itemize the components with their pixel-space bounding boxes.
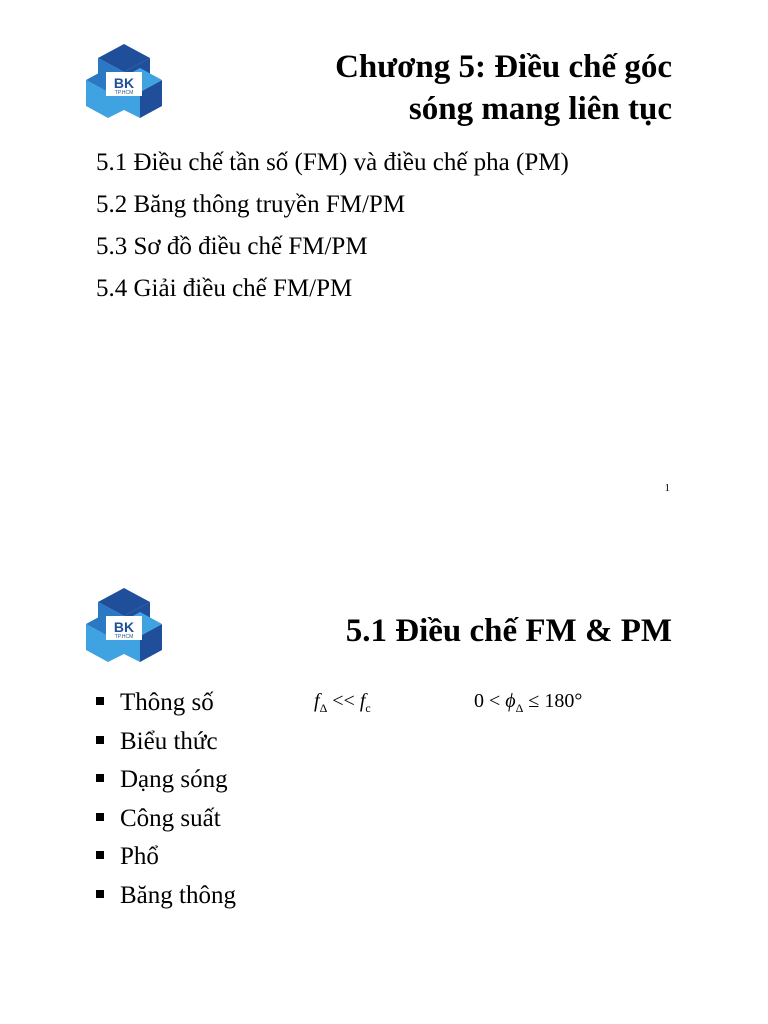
slide-1-title [335,46,672,130]
bk-logo [84,586,164,666]
title-line: Chương 5: Điều chế góc [335,49,672,85]
formula-var: ϕ [505,690,516,712]
formula-op: << [332,690,355,712]
formula-right: ≤ 180° [528,690,583,712]
list-item [96,761,236,800]
logo-subtext: TP.HCM [114,90,134,96]
list-item [96,723,236,762]
formula-var-sub: Δ [515,701,524,715]
formula-rhs-sub: c [365,701,371,715]
page-number: 1 [664,482,670,494]
title-line: sóng mang liên tục [408,91,672,127]
list-item-label: Công suất [120,804,221,832]
list-item: 5.1 Điều chế tần số (FM) và điều chế pha (PM) [96,149,569,176]
list-item-label: Thông số [120,689,214,716]
list-item [96,838,236,877]
square-bullet-icon [96,851,104,859]
square-bullet-icon [96,736,104,744]
list-item [96,800,236,839]
square-bullet-icon [96,813,104,821]
bk-logo [84,42,164,122]
list-item: 5.3 Sơ đồ điều chế FM/PM [96,233,368,260]
topic-list [96,684,236,915]
list-item-label: Dạng sóng [120,766,228,793]
list-item [96,684,236,723]
formula-left: 0 < [474,690,501,712]
list-item-label: Biểu thức [120,727,218,755]
slide-2 [0,512,768,1024]
slide-2-title [346,610,672,652]
square-bullet-icon [96,697,104,705]
square-bullet-icon [96,774,104,782]
list-item-label: Băng thông [120,881,236,909]
list-item [96,877,236,916]
square-bullet-icon [96,890,104,898]
formula-freq-deviation [314,690,371,716]
title-line: 5.1 Điều chế FM & PM [345,613,672,649]
logo-text: BK [113,619,135,635]
formula-lhs: f [314,690,320,712]
formula-rhs: f [359,690,366,712]
chapter-contents [96,142,569,310]
formula-phase-deviation [474,690,582,716]
list-item: 5.2 Băng thông truyền FM/PM [96,191,406,218]
logo-subtext: TP.HCM [114,634,134,640]
list-item: 5.4 Giải điều chế FM/PM [96,275,353,302]
logo-text: BK [113,75,135,91]
list-item-label: Phổ [120,843,159,870]
formula-lhs-sub: Δ [319,701,328,715]
